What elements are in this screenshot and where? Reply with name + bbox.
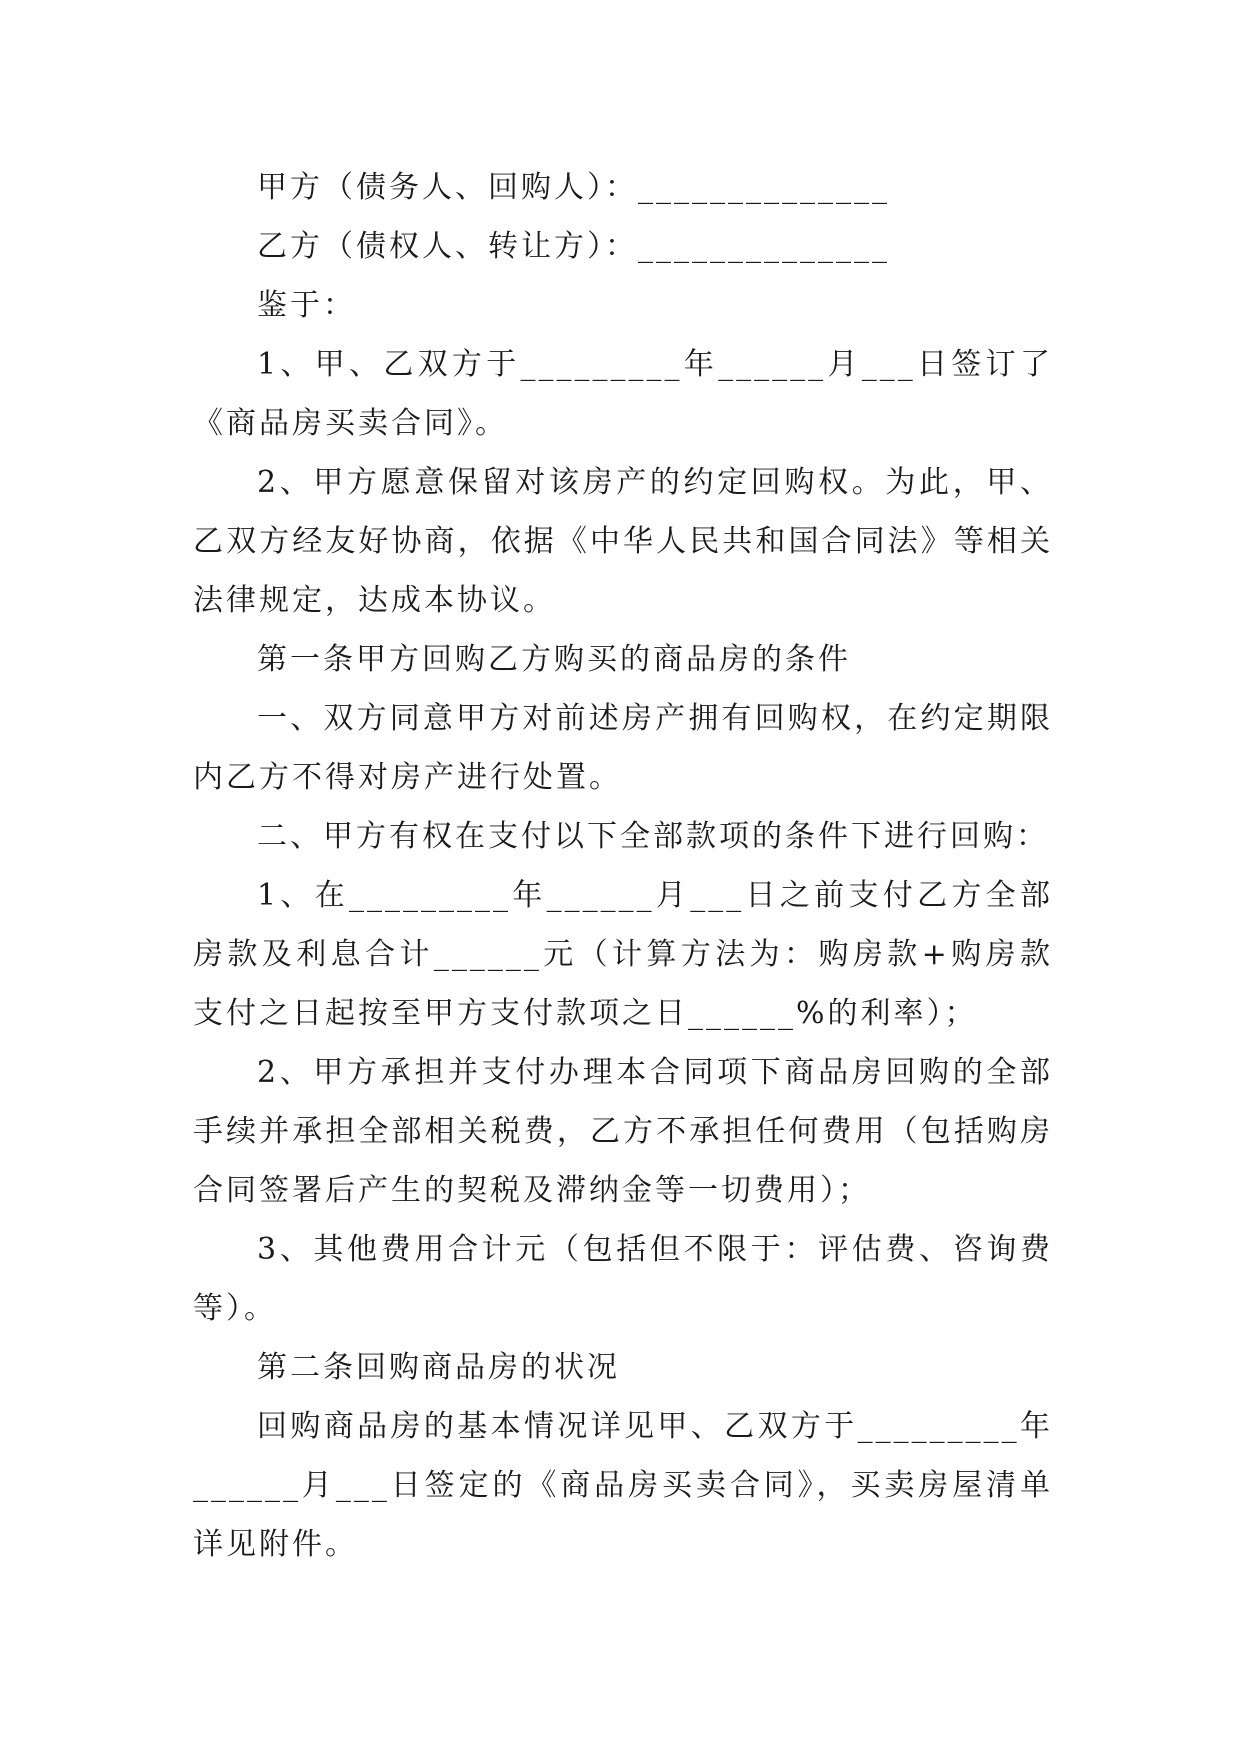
article-2-body: 回购商品房的基本情况详见甲、乙双方于_________年______月___日签定的《商品房买卖合同》，买卖房屋清单详见附件。 [193, 1409, 1053, 1562]
article-1-clause-1: 一、双方同意甲方对前述房产拥有回购权，在约定期限内乙方不得对房产进行处置。 [193, 701, 1053, 795]
article-1-heading: 第一条甲方回购乙方购买的商品房的条件 [257, 642, 851, 677]
party-b-line: 乙方（债权人、转让方）：______________ [257, 229, 890, 264]
party-a-line: 甲方（债务人、回购人）：______________ [257, 170, 890, 205]
whereas-heading: 鉴于： [257, 288, 356, 323]
article-1-item-1: 1、在_________年______月___日之前支付乙方全部房款及利息合计______元（计算方法为：购房款+购房款支付之日起按至甲方支付款项之日______%的利率）； [193, 878, 1053, 1031]
recital-1: 1、甲、乙双方于_________年______月___日签订了《商品房买卖合同》。 [193, 347, 1053, 441]
document-body [193, 158, 1053, 1574]
article-1-item-3: 3、其他费用合计元（包括但不限于：评估费、咨询费等）。 [193, 1232, 1053, 1326]
article-1-clause-2: 二、甲方有权在支付以下全部款项的条件下进行回购： [257, 819, 1049, 854]
article-1-item-2: 2、甲方承担并支付办理本合同项下商品房回购的全部手续并承担全部相关税费，乙方不承担任何费用（包括购房合同签署后产生的契税及滞纳金等一切费用）； [193, 1055, 1053, 1208]
article-2-heading: 第二条回购商品房的状况 [257, 1350, 620, 1385]
recital-2: 2、甲方愿意保留对该房产的约定回购权。为此，甲、乙双方经友好协商，依据《中华人民共和国合同法》等相关法律规定，达成本协议。 [193, 465, 1053, 618]
